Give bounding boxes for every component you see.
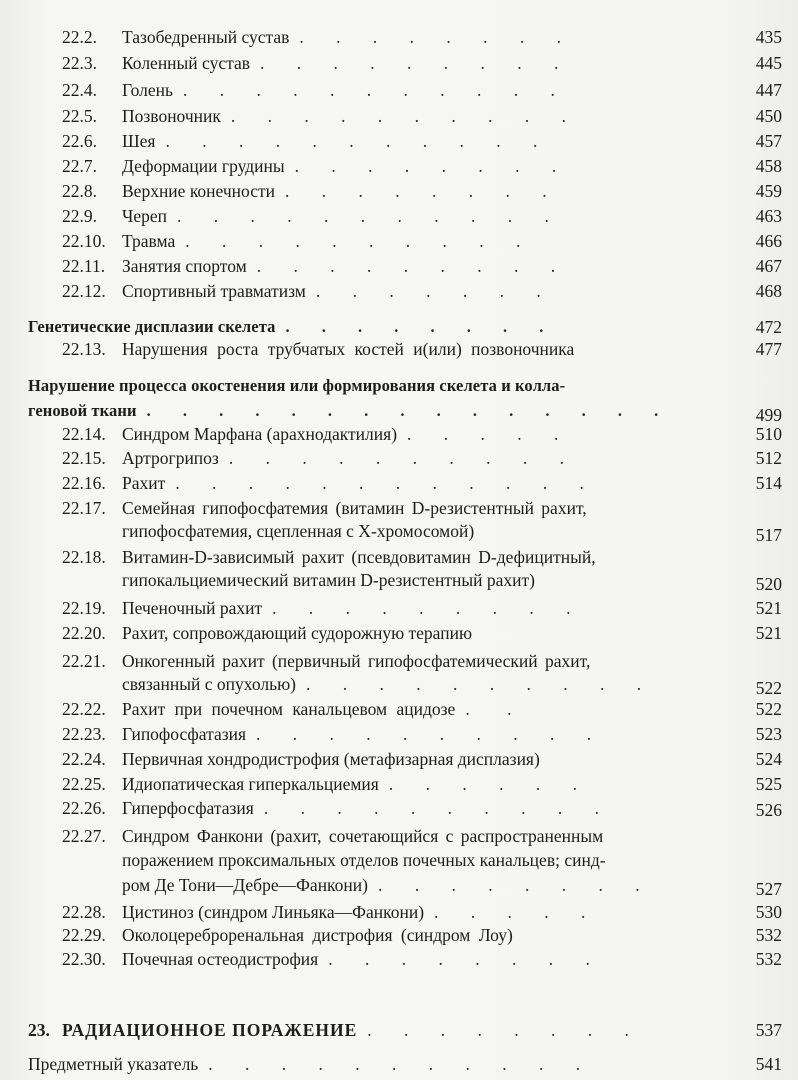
entry-page: 525 [755, 774, 782, 794]
toc-entry-22-21-cont [0, 671, 798, 697]
entry-number: 22.13. [62, 339, 106, 359]
toc-entry-22-10 [0, 228, 798, 254]
entry-number: 22.22. [62, 699, 106, 719]
entry-title: Череп . . . . . . . . . . . [122, 206, 563, 226]
entry-number: 22.11. [62, 256, 106, 276]
entry-page: 522 [755, 699, 782, 719]
entry-page: 532 [755, 925, 782, 945]
toc-entry-22-2 [0, 24, 798, 50]
entry-page: 520 [755, 574, 782, 594]
entry-number: 22.9. [62, 206, 97, 226]
toc-entry-22-16 [0, 470, 798, 496]
toc-subject-index [0, 1051, 798, 1077]
entry-number: 22.27. [62, 826, 106, 846]
toc-entry-22-23 [0, 721, 798, 747]
entry-title: Верхние конечности . . . . . . . . [122, 181, 561, 201]
toc-entry-22-9 [0, 203, 798, 229]
entry-title: Позвоночник . . . . . . . . . . [122, 106, 581, 126]
entry-page: 459 [755, 181, 782, 201]
entry-page: 527 [755, 879, 782, 899]
entry-page: 514 [755, 473, 782, 493]
entry-page: 477 [755, 339, 782, 359]
entry-title: Гиперфосфатазия . . . . . . . . . . [122, 798, 613, 818]
toc-entry-22-30 [0, 946, 798, 972]
entry-title-line: Семейная гипофосфатемия (витамин D-резистентный рахит, [122, 498, 587, 518]
entry-number: 22.2. [62, 27, 97, 47]
entry-title-line: ром Де Тони—Дебре—Фанкони) . . . . . . . . [122, 875, 654, 895]
toc-entry-22-5 [0, 103, 798, 129]
entry-number: 22.20. [62, 623, 106, 643]
entry-page: 521 [755, 623, 782, 643]
toc-entry-22-7 [0, 153, 798, 179]
entry-page: 435 [755, 27, 782, 47]
entry-number: 22.10. [62, 231, 106, 251]
entry-page: 532 [755, 949, 782, 969]
entry-page: 537 [755, 1020, 782, 1040]
entry-number: 22.24. [62, 749, 106, 769]
toc-entry-22-6 [0, 128, 798, 154]
entry-title: Нарушения роста трубчатых костей и(или) позвоночника [122, 339, 575, 359]
entry-title-line: поражением проксимальных отделов почечных канальцев; синд- [122, 850, 606, 870]
entry-title: Голень . . . . . . . . . . . [122, 80, 569, 100]
entry-number: 22.5. [62, 106, 97, 126]
entry-page: 524 [755, 749, 782, 769]
entry-number: 22.7. [62, 156, 97, 176]
toc-entry-22-22 [0, 696, 798, 722]
entry-page: 458 [755, 156, 782, 176]
toc-entry-22-26 [0, 795, 798, 821]
entry-number: 22.19. [62, 598, 106, 618]
entry-page: 466 [755, 231, 782, 251]
toc-entry-22-17-cont [0, 518, 798, 544]
entry-page: 526 [755, 800, 782, 820]
toc-entry-22-25 [0, 771, 798, 797]
entry-number: 22.30. [62, 949, 106, 969]
entry-number: 22.17. [62, 498, 106, 518]
entry-title: Синдром Марфана (арахнодактилия) . . . . . [122, 424, 573, 444]
entry-page: 457 [755, 131, 782, 151]
toc-entry-22-12 [0, 278, 798, 304]
toc-entry-22-20 [0, 620, 798, 646]
entry-page: 445 [755, 53, 782, 73]
entry-page: 517 [755, 525, 782, 545]
entry-page: 447 [755, 80, 782, 100]
entry-title-line: Онкогенный рахит (первичный гипофосфатемический рахит, [122, 651, 591, 671]
chapter-title: РАДИАЦИОННОЕ ПОРАЖЕНИЕ . . . . . . . . [62, 1020, 643, 1040]
entry-number: 22.4. [62, 80, 97, 100]
entry-title: Почечная остеодистрофия . . . . . . . . [122, 949, 604, 969]
entry-page: 463 [755, 206, 782, 226]
entry-title-line: гипокальциемический витамин D-резистентный рахит) [122, 570, 535, 590]
chapter-number: 23. [28, 1020, 50, 1040]
toc-entry-22-4 [0, 77, 798, 103]
entry-page: 450 [755, 106, 782, 126]
entry-title: Шея . . . . . . . . . . . [122, 131, 552, 151]
entry-title-line: гипофосфатемия, сцепленная с Х-хромосомой) [122, 521, 475, 541]
index-title: Предметный указатель . . . . . . . . . . . [28, 1054, 595, 1074]
entry-title: Рахит при почечном канальцевом ацидозе . . [122, 699, 526, 719]
entry-number: 22.8. [62, 181, 97, 201]
entry-title: Деформации грудины . . . . . . . . [122, 156, 571, 176]
entry-number: 22.15. [62, 448, 106, 468]
entry-page: 467 [755, 256, 782, 276]
toc-entry-22-11 [0, 253, 798, 279]
toc-section-ossification [0, 373, 798, 399]
toc-entry-22-29 [0, 922, 798, 948]
entry-title: Травма . . . . . . . . . . [122, 231, 535, 251]
entry-number: 22.21. [62, 651, 106, 671]
toc-chapter-23 [0, 1017, 798, 1043]
entry-title: Околоцереброренальная дистрофия (синдром Лоу) [122, 925, 513, 945]
section-title-line: Нарушение процесса окостенения или формирования скелета и колла- [28, 376, 566, 395]
toc-entry-22-3 [0, 50, 798, 76]
entry-number: 22.18. [62, 547, 106, 567]
entry-title: Коленный сустав . . . . . . . . . [122, 53, 573, 73]
entry-title: Занятия спортом . . . . . . . . . [122, 256, 570, 276]
entry-title: Первичная хондродистрофия (метафизарная дисплазия) [122, 749, 540, 769]
toc-entry-22-24 [0, 746, 798, 772]
entry-number: 22.26. [62, 798, 106, 818]
entry-title: Гипофосфатазия . . . . . . . . . . [122, 724, 606, 744]
entry-title: Цистиноз (синдром Линьяка—Фанкони) . . . . . [122, 902, 600, 922]
entry-page: 512 [755, 448, 782, 468]
entry-page: 510 [755, 424, 782, 444]
toc-entry-22-13 [0, 336, 798, 362]
entry-page: 522 [755, 678, 782, 698]
entry-number: 22.23. [62, 724, 106, 744]
entry-title-line: Синдром Фанкони (рахит, сочетающийся с распространенным [122, 826, 604, 846]
entry-number: 22.6. [62, 131, 97, 151]
entry-number: 22.25. [62, 774, 106, 794]
toc-entry-22-19 [0, 595, 798, 621]
entry-title: Артрогрипоз . . . . . . . . . . [122, 448, 578, 468]
entry-title: Тазобедренный сустав . . . . . . . . [122, 27, 576, 47]
section-title-line: геновой ткани . . . . . . . . . . . . . . . [28, 401, 673, 420]
entry-page: 530 [755, 902, 782, 922]
entry-number: 22.14. [62, 424, 106, 444]
entry-title: Спортивный травматизм . . . . . . . [122, 281, 555, 301]
entry-title: Рахит . . . . . . . . . . . . [122, 473, 598, 493]
toc-entry-22-27 [0, 823, 798, 849]
entry-number: 22.29. [62, 925, 106, 945]
entry-page: 521 [755, 598, 782, 618]
entry-title: Рахит, сопровождающий судорожную терапию [122, 623, 473, 643]
entry-number: 22.16. [62, 473, 106, 493]
toc-entry-22-15 [0, 445, 798, 471]
entry-title: Печеночный рахит . . . . . . . . . [122, 598, 585, 618]
entry-page: 472 [755, 317, 782, 337]
entry-title-line: связанный с опухолью) . . . . . . . . . . [122, 674, 656, 694]
entry-title-line: Витамин-D-зависимый рахит (псевдовитамин D-дефицитный, [122, 547, 596, 567]
entry-number: 22.12. [62, 281, 106, 301]
entry-number: 22.3. [62, 53, 97, 73]
entry-title: Идиопатическая гиперкальциемия . . . . . . [122, 774, 591, 794]
toc-entry-22-18-cont [0, 567, 798, 593]
section-title: Генетические дисплазии скелета . . . . . . . . [28, 317, 558, 336]
toc-entry-22-14 [0, 421, 798, 447]
toc-entry-22-27-cont2 [0, 872, 798, 898]
toc-entry-22-8 [0, 178, 798, 204]
entry-page: 523 [755, 724, 782, 744]
entry-page: 468 [755, 281, 782, 301]
entry-number: 22.28. [62, 902, 106, 922]
entry-page: 541 [755, 1054, 782, 1074]
toc-entry-22-27-cont [0, 847, 798, 873]
entry-page: 499 [755, 405, 782, 425]
